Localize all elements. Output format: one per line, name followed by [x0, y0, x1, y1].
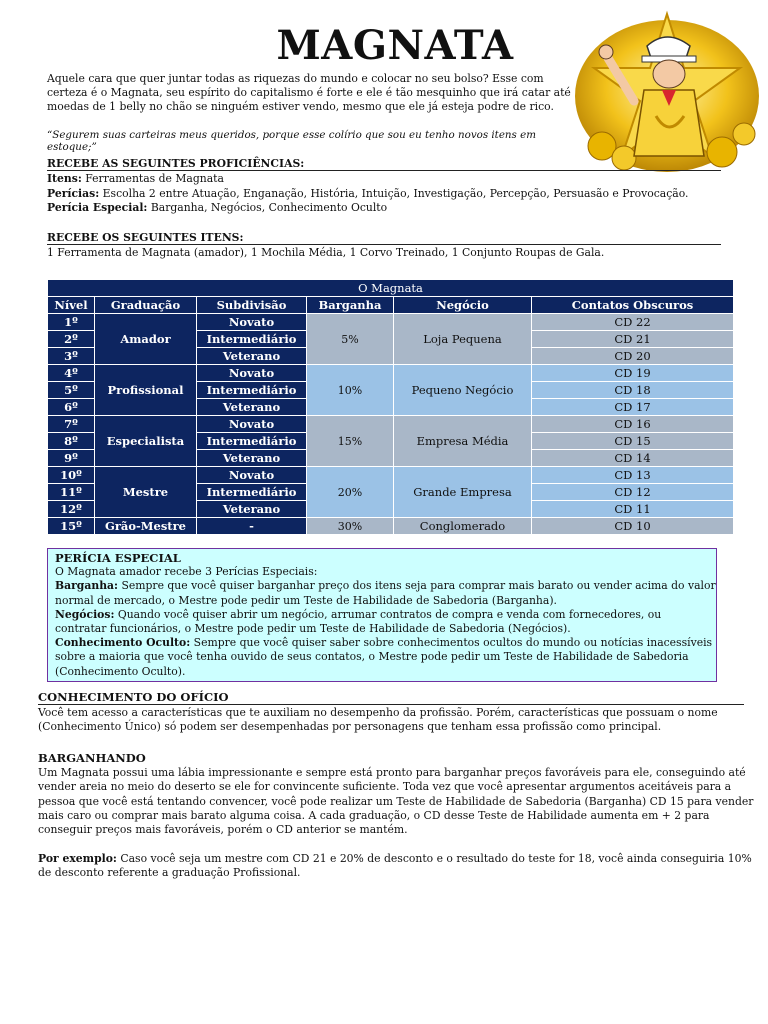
subdivision-cell: Novato [197, 416, 307, 433]
level-cell: 2º [48, 331, 95, 348]
bargaining-text: Um Magnata possui uma lábia impressionante e sempre está pronto para barganhar preços favoráveis para ele, conseguindo até vender areia no meio do deserto se ele for convincente suficiente. Toda vez que você apresentar argumentos aceitáveis para a pessoa que você está tentando convencer, você pode realizar um Teste de Habilidade de Sabedoria (Barganha) CD 15 para vender mais caro ou comprar mais barato alguma coisa. A cada graduação, o CD desse Teste de Habilidade aumenta em + 2 para conseguir preços mais favoráveis, porém o CD anterior se mantém. [38, 766, 754, 837]
proficiency-skills [47, 187, 727, 201]
graduation-cell: Grão-Mestre [95, 518, 197, 535]
contacts-cell: CD 21 [532, 331, 734, 348]
business-cell: Pequeno Negócio [394, 365, 532, 416]
table-row [48, 314, 734, 331]
graduation-cell: Profissional [95, 365, 197, 416]
contacts-cell: CD 20 [532, 348, 734, 365]
table-row [48, 518, 734, 535]
page-title: MAGNATA [276, 22, 514, 69]
subdivision-cell: Intermediário [197, 433, 307, 450]
proficiency-special [47, 201, 727, 215]
contacts-cell: CD 16 [532, 416, 734, 433]
level-cell: 12º [48, 501, 95, 518]
contacts-cell: CD 22 [532, 314, 734, 331]
col-header-contacts: Contatos Obscuros [532, 297, 734, 314]
proficiency-items-value: Ferramentas de Magnata [81, 172, 224, 185]
special-skill-intro: O Magnata amador recebe 3 Perícias Especiais: [55, 565, 318, 579]
craft-text: Você tem acesso a características que te auxiliam no desempenho da profissão. Porém, características que possuam o nome (Conhecimento Único) só podem ser desempenhadas por personagens que tenham essa profissão como principal. [38, 706, 718, 734]
bargain-text: Sempre que você quiser barganhar preço dos itens seja para comprar mais barato ou vender acima do valor normal de mercado, o Mestre pode pedir um Teste de Habilidade de Sabedoria (Barganha). [55, 579, 716, 607]
intro-paragraph: Aquele cara que quer juntar todas as riquezas do mundo e colocar no seu bolso? Esse com certeza é o Magnata, seu espírito do capitalismo é forte e ele é tão mesquinho que irá catar até moedas de 1 belly no chão se ninguém estiver vendo, mesmo que ele já esteja podre de rico. [47, 72, 571, 113]
special-skill-business [55, 608, 716, 636]
intro-quote: “Segurem suas carteiras meus queridos, porque esse colírio que sou eu tenho novos itens em estoque;” [47, 129, 536, 153]
table-title: O Magnata [48, 280, 734, 297]
contacts-cell: CD 15 [532, 433, 734, 450]
proficiency-special-label: Perícia Especial: [47, 201, 148, 214]
level-cell: 10º [48, 467, 95, 484]
level-cell: 5º [48, 382, 95, 399]
col-header-level: Nível [48, 297, 95, 314]
bargain-cell: 5% [307, 314, 394, 365]
occult-text: Sempre que você quiser saber sobre conhecimentos ocultos do mundo ou notícias inacessíveis sobre a maioria que você tenha ouvido de seus contatos, o Mestre pode pedir um Teste de Habilidade de Sabedoria (Conhecimento Oculto). [55, 636, 713, 678]
special-skill-title: PERÍCIA ESPECIAL [55, 551, 181, 565]
subdivision-cell: Intermediário [197, 331, 307, 348]
table-row [48, 467, 734, 484]
proficiency-skills-value: Escolha 2 entre Atuação, Enganação, História, Intuição, Investigação, Percepção, Persuasão e Provocação. [99, 187, 689, 200]
items-heading: RECEBE OS SEGUINTES ITENS: [47, 231, 721, 245]
col-header-subdivision: Subdivisão [197, 297, 307, 314]
table-row [48, 416, 734, 433]
subdivision-cell: Veterano [197, 399, 307, 416]
bargain-cell: 10% [307, 365, 394, 416]
proficiency-items [47, 172, 727, 186]
contacts-cell: CD 14 [532, 450, 734, 467]
bargaining-example [38, 852, 754, 881]
bargaining-heading: BARGANHANDO [38, 751, 146, 765]
level-cell: 8º [48, 433, 95, 450]
col-header-business: Negócio [394, 297, 532, 314]
col-header-bargain: Barganha [307, 297, 394, 314]
level-cell: 4º [48, 365, 95, 382]
business-cell: Grande Empresa [394, 467, 532, 518]
contacts-cell: CD 12 [532, 484, 734, 501]
business-text: Quando você quiser abrir um negócio, arrumar contratos de compra e venda com fornecedores, ou contratar funcionários, o Mestre pode pedir um Teste de Habilidade de Sabedoria (Negócios). [55, 607, 662, 636]
subdivision-cell: Veterano [197, 348, 307, 365]
special-skill-occult [55, 636, 716, 679]
level-cell: 9º [48, 450, 95, 467]
contacts-cell: CD 13 [532, 467, 734, 484]
magnate-table [47, 279, 734, 535]
subdivision-cell: Novato [197, 365, 307, 382]
col-header-graduation: Graduação [95, 297, 197, 314]
bargain-cell: 30% [307, 518, 394, 535]
level-cell: 15º [48, 518, 95, 535]
contacts-cell: CD 11 [532, 501, 734, 518]
business-cell: Empresa Média [394, 416, 532, 467]
graduation-cell: Amador [95, 314, 197, 365]
subdivision-cell: Intermediário [197, 484, 307, 501]
proficiency-skills-label: Perícias: [47, 187, 100, 200]
craft-heading: CONHECIMENTO DO OFÍCIO [38, 690, 744, 705]
level-cell: 6º [48, 399, 95, 416]
level-cell: 1º [48, 314, 95, 331]
contacts-cell: CD 10 [532, 518, 734, 535]
magnate-portrait-icon [572, 6, 762, 174]
level-cell: 3º [48, 348, 95, 365]
level-cell: 11º [48, 484, 95, 501]
bargain-label: Barganha: [55, 579, 119, 593]
table-row [48, 365, 734, 382]
subdivision-cell: Veterano [197, 450, 307, 467]
business-label: Negócios: [55, 607, 115, 621]
special-skill-box [47, 548, 717, 682]
subdivision-cell: Intermediário [197, 382, 307, 399]
contacts-cell: CD 19 [532, 365, 734, 382]
subdivision-cell: Novato [197, 467, 307, 484]
bargain-cell: 20% [307, 467, 394, 518]
items-list: 1 Ferramenta de Magnata (amador), 1 Mochila Média, 1 Corvo Treinado, 1 Conjunto Roupas de Gala. [47, 246, 605, 259]
example-label: Por exemplo: [38, 852, 117, 865]
proficiency-special-value: Barganha, Negócios, Conhecimento Oculto [147, 201, 388, 214]
subdivision-cell: Novato [197, 314, 307, 331]
proficiencies-heading: RECEBE AS SEGUINTES PROFICIÊNCIAS: [47, 157, 721, 171]
subdivision-cell: Veterano [197, 501, 307, 518]
graduation-cell: Especialista [95, 416, 197, 467]
level-cell: 7º [48, 416, 95, 433]
business-cell: Conglomerado [394, 518, 532, 535]
graduation-cell: Mestre [95, 467, 197, 518]
business-cell: Loja Pequena [394, 314, 532, 365]
special-skill-bargain [55, 579, 716, 607]
proficiency-items-label: Itens: [47, 172, 82, 185]
occult-label: Conhecimento Oculto: [55, 636, 191, 650]
example-text: Caso você seja um mestre com CD 21 e 20% de desconto e o resultado do teste for 18, você ainda conseguiria 10% de desconto referente a graduação Profissional. [38, 852, 752, 880]
bargain-cell: 15% [307, 416, 394, 467]
contacts-cell: CD 17 [532, 399, 734, 416]
contacts-cell: CD 18 [532, 382, 734, 399]
subdivision-cell: - [197, 518, 307, 535]
